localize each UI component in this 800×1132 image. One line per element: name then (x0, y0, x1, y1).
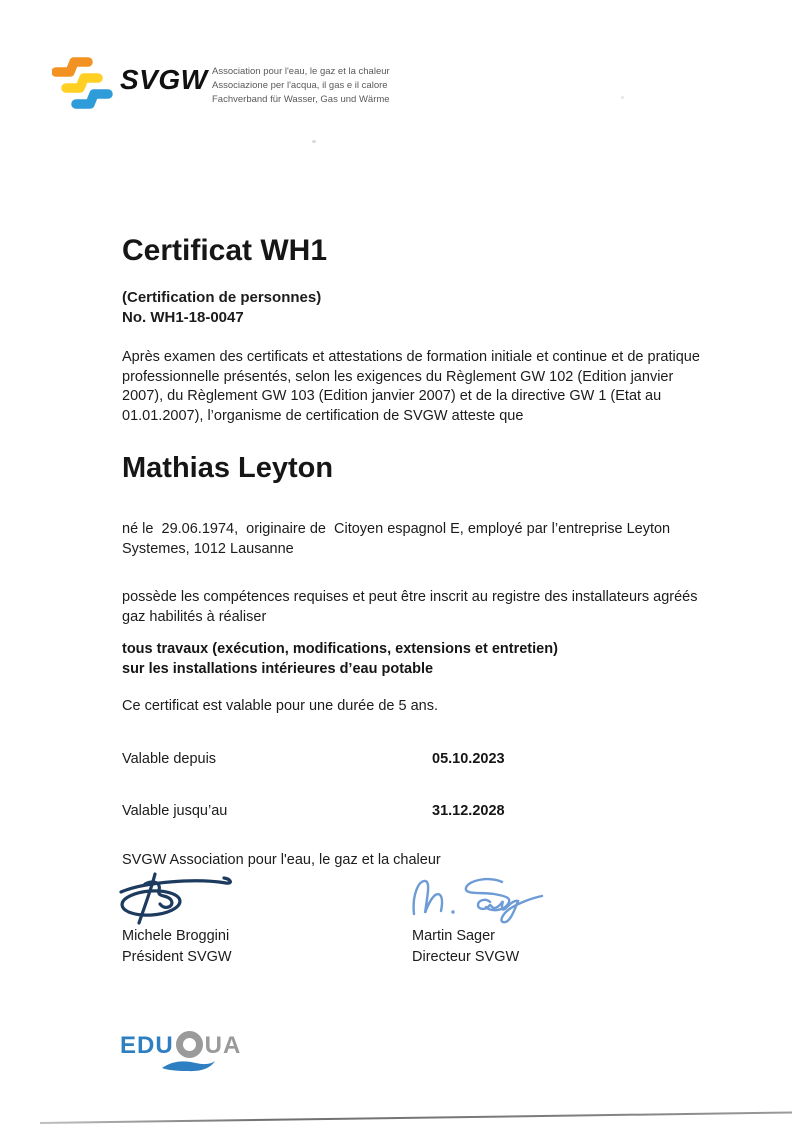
validity-note: Ce certificat est valable pour une durée de 5 ans. (122, 698, 438, 714)
signer-right-name: Martin Sager (412, 928, 496, 944)
eduqua-text-ua: UA (204, 1032, 242, 1059)
association-names (212, 65, 390, 107)
signer-right-title: Directeur SVGW (412, 949, 520, 965)
holder-name: Mathias Leyton (122, 452, 334, 484)
eduqua-logo (120, 1030, 241, 1076)
holder-details: né le 29.06.1974, originaire de Citoyen espagnol E, employé par l’entreprise Leyton Systemes, 1012 Lausanne (122, 521, 675, 557)
scope-line-1: tous travaux (exécution, modifications, extensions et entretien) (122, 641, 558, 657)
competence-scope (122, 640, 558, 679)
association-line-it: Associazione per l'acqua, il gas e il calore (212, 80, 388, 91)
certificate-subtitle (122, 288, 321, 328)
signature-michele-broggini-icon (114, 870, 246, 926)
signer-left (122, 926, 232, 968)
certification-type: (Certification de personnes) (122, 289, 322, 306)
scope-line-2: sur les installations intérieures d’eau potable (122, 660, 434, 677)
scan-speck (312, 140, 316, 143)
eduqua-wave-icon (160, 1058, 216, 1076)
valid-from-value: 05.10.2023 (432, 751, 505, 767)
signer-right (412, 926, 519, 968)
scan-edge-line (40, 1112, 792, 1124)
svgw-wordmark: SVGW (120, 64, 208, 95)
certificate-number: No. WH1-18-0047 (122, 309, 244, 326)
valid-from-label: Valable depuis (122, 751, 217, 767)
signer-left-name: Michele Broggini (122, 928, 230, 944)
signer-left-title: Président SVGW (122, 949, 232, 965)
intro-paragraph: Après examen des certificats et attestations de formation initiale et continue et de pratique professionnelle présentés, selon les exigences du Règlement GW 102 (Edition janvier 2007), du Règlement GW 103 (Edition janvier 2007) et de la directive GW 1 (Etat au 01.01.2007), l’organisme de certification de SVGW atteste que (122, 349, 700, 424)
issuing-organization-line: SVGW Association pour l'eau, le gaz et la chaleur (122, 852, 441, 868)
svgw-logo-icon (52, 55, 116, 123)
association-line-de: Fachverband für Wasser, Gas und Wärme (212, 94, 390, 105)
valid-to-label: Valable jusqu’au (122, 803, 228, 819)
scan-speck (621, 96, 624, 99)
signature-martin-sager-icon (406, 868, 552, 928)
valid-to-value: 31.12.2028 (432, 803, 505, 819)
competence-intro: possède les compétences requises et peut être inscrit au registre des installateurs agréés gaz habilités à réaliser (122, 589, 698, 625)
eduqua-q-ring-icon (176, 1031, 203, 1058)
certificate-title: Certificat WH1 (122, 234, 328, 267)
eduqua-text-edu: EDU (120, 1032, 174, 1059)
association-line-fr: Association pour l'eau, le gaz et la chaleur (212, 66, 390, 77)
